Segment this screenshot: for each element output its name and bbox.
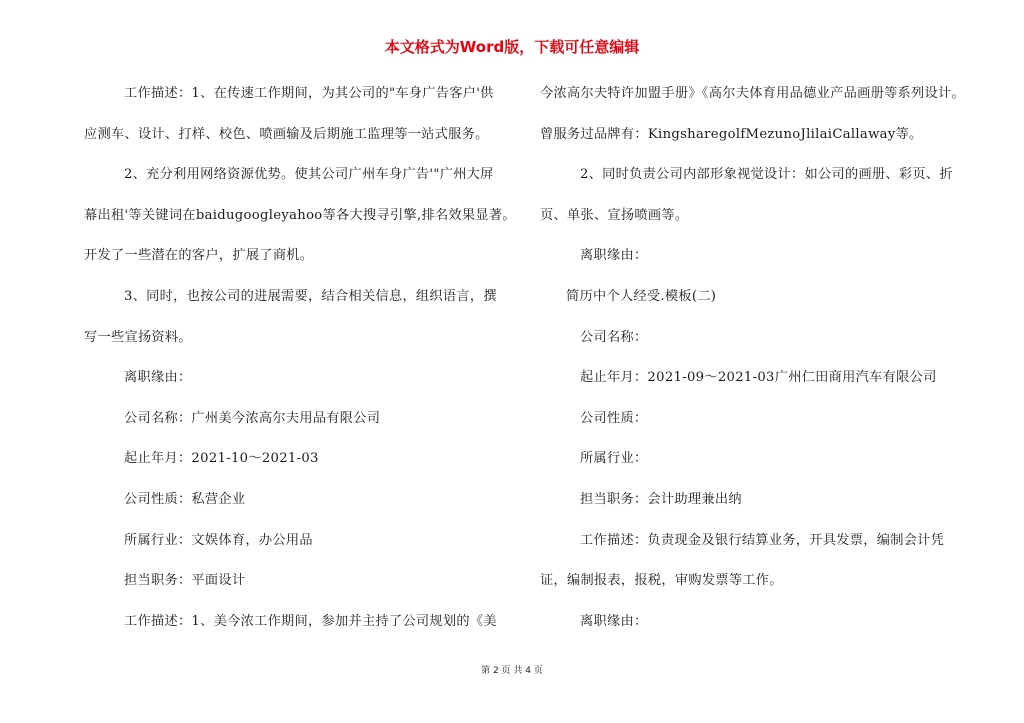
- page-footer: 第 2 页 共 4 页: [481, 666, 543, 676]
- text-line: 离职缘由：: [124, 370, 192, 386]
- text-line: 工作描述：1、美今浓工作期间，参加并主持了公司规划的《美: [124, 613, 497, 629]
- text-line: 简历中个人经受.模板(二): [566, 288, 717, 304]
- text-line: 公司名称：广州美今浓高尔夫用品有限公司: [124, 410, 381, 426]
- document-header-title: 本文格式为Word版，下载可任意编辑: [384, 38, 640, 56]
- text-line: 2、充分利用网络资源优势。使其公司广州车身广告'"广州大屏: [124, 167, 494, 183]
- text-line: 证，编制报表，报税，审购发票等工作。: [540, 573, 783, 589]
- text-line: 所属行业：文娱体育，办公用品: [124, 532, 313, 548]
- text-line: 公司性质：: [580, 410, 648, 426]
- text-line: 今浓高尔夫特许加盟手册》《高尔夫体育用品德业产品画册等系列设计。: [540, 86, 965, 101]
- text-line: 页、单张、宣扬喷画等。: [540, 207, 689, 223]
- left-text-column: [84, 80, 514, 648]
- text-line: 开发了一些潜在的客户，扩展了商机。: [84, 248, 314, 264]
- text-line: 公司名称：: [580, 329, 648, 345]
- text-line: 担当职务：会计助理兼出纳: [580, 491, 742, 507]
- text-line: 工作描述：负责现金及银行结算业务，开具发票，编制会计凭: [580, 532, 945, 548]
- text-line: 幕出租'等关键词在baidugoogleyahoo等各大搜寻引擎,排名效果显著。: [84, 207, 516, 223]
- text-line: 离职缘由：: [580, 613, 648, 629]
- text-line: 曾服务过品牌有：KingsharegolfMezunoJlilaiCallaway等。: [540, 126, 923, 142]
- text-line: 担当职务：平面设计: [124, 573, 246, 589]
- text-line: 公司性质：私营企业: [124, 491, 246, 507]
- text-line: 应测车、设计、打样、校色、喷画输及后期施工监理等一站式服务。: [84, 126, 489, 142]
- right-text-column: [540, 80, 980, 648]
- text-line: 所属行业：: [580, 451, 648, 467]
- text-line: 起止年月：2021-10～2021-03: [124, 451, 319, 467]
- text-line: 2、同时负责公司内部形象视觉设计：如公司的画册、彩页、折: [580, 167, 953, 183]
- text-line: 工作描述：1、在传速工作期间，为其公司的"车身广告客户'供: [124, 86, 494, 101]
- text-line: 3、同时，也按公司的进展需要，结合相关信息，组织语言，撰: [124, 288, 497, 304]
- text-line: 起止年月：2021-09～2021-03广州仁田商用汽车有限公司: [580, 370, 937, 386]
- text-line: 离职缘由：: [580, 248, 648, 264]
- text-line: 写一些宣扬资料。: [84, 329, 192, 345]
